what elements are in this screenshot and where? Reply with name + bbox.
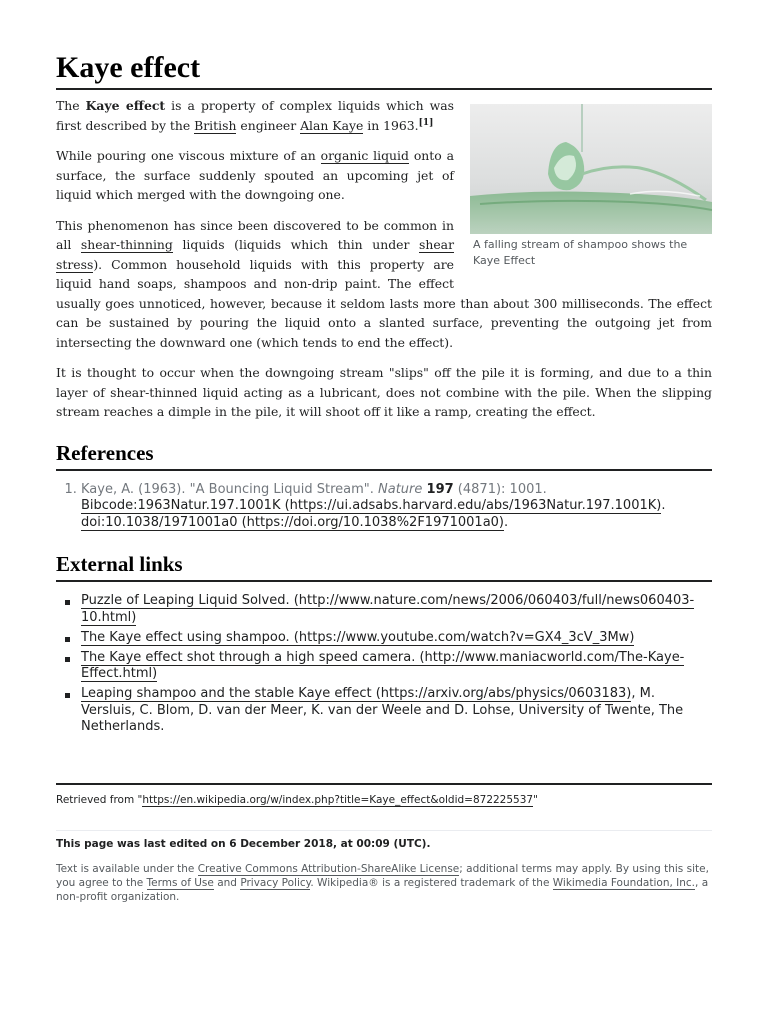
permanent-link[interactable]: https://en.wikipedia.org/w/index.php?title=Kaye_effect&oldid=872225537 (142, 794, 534, 806)
intro-paragraph-2: While pouring one viscous mixture of an organic liquid onto a surface, the surface suddenly spouted an upcoming jet of liquid which merged with the downgoing one. (56, 148, 454, 202)
cc-license-link[interactable]: Creative Commons Attribution-ShareAlike License (197, 863, 460, 875)
wikimedia-foundation-link[interactable]: Wikimedia Foundation, Inc. (552, 877, 696, 889)
external-links-heading: External links (56, 551, 712, 582)
external-link[interactable]: The Kaye effect using shampoo. (https://www.youtube.com/watch?v=GX4_3cV_3Mw) (81, 629, 635, 645)
citation-1[interactable]: [1] (418, 117, 434, 128)
bibcode-value-link[interactable]: :1963Natur.197.1001K (https://ui.adsabs.harvard.edu/abs/1963Natur.197.1001K) (133, 498, 662, 513)
bibcode-link[interactable]: Bibcode (81, 498, 134, 513)
external-links-list (56, 593, 712, 736)
external-link-item (81, 650, 712, 683)
footer-thin-divider (56, 830, 712, 831)
privacy-policy-link[interactable]: Privacy Policy (240, 877, 311, 889)
retrieved-from: Retrieved from "https://en.wikipedia.org/w/index.php?title=Kaye_effect&oldid=872225537" (56, 794, 538, 806)
subject-bold: Kaye effect (85, 98, 166, 113)
link-organic-liquid[interactable]: organic liquid (320, 148, 409, 163)
page-title: Kaye effect (56, 0, 712, 90)
figure-caption: A falling stream of shampoo shows the Kaye Effect (473, 238, 688, 267)
intro-paragraph-3: This phenomenon has since been discovered to be common in all shear-thinning liquids (liquids which thin under shear stress). Common household liquids with this property are liquid hand soaps, shampoos and non-drip paint. The effect usually goes unnoticed, however, because it seldom lasts more than about 300 milliseconds. The effect can be sustained by pouring the liquid onto a slanted surface, preventing the outgoing jet from intersecting the downward one (which tends to end the effect). (56, 217, 712, 350)
last-edited: This page was last edited on 6 December 2018, at 00:09 (UTC). (56, 838, 431, 850)
external-link[interactable]: Leaping shampoo and the stable Kaye effect (https://arxiv.org/abs/physics/0603183) (81, 686, 632, 701)
doi-value-link[interactable]: :10.1038/1971001a0 (https://doi.org/10.1038%2F1971001a0) (100, 514, 504, 530)
references-list (56, 482, 712, 532)
link-shear-thinning[interactable]: shear-thinning (80, 237, 173, 252)
external-link-item (81, 593, 712, 626)
external-link-item: Leaping shampoo and the stable Kaye effect (https://arxiv.org/abs/physics/0603183), M. Versluis, C. Blom, D. van der Meer, K. van der Weele and D. Lohse, University of Twente, The Netherlands. (81, 686, 712, 736)
footer-divider (56, 783, 712, 785)
kaye-effect-photo[interactable] (470, 104, 712, 234)
link-shear-stress[interactable]: shear stress (56, 237, 454, 272)
link-british[interactable]: British (194, 117, 237, 133)
external-link-item (81, 630, 712, 647)
doi-link[interactable]: doi (81, 514, 101, 530)
external-link[interactable]: Puzzle of Leaping Liquid Solved. (http://www.nature.com/news/2006/060403/full/news060403-10.html) (81, 593, 695, 625)
terms-of-use-link[interactable]: Terms of Use (146, 877, 214, 889)
thumbnail-figure (470, 104, 712, 269)
article (56, 0, 712, 739)
license-text: Text is available under the Creative Commons Attribution-ShareAlike License; additional terms may apply. By using this site, you agree to the Terms of Use and Privacy Policy. Wikipedia® is a registered trademark of the Wikimedia Foundation, Inc., a non-profit organization. (56, 863, 709, 903)
external-link[interactable]: The Kaye effect shot through a high speed camera. (http://www.maniacworld.com/The-Kaye-Effect.html) (81, 649, 685, 681)
reference-item: 1. Kaye, A. (1963). "A Bouncing Liquid Stream". Nature 197 (4871): 1001. Bibcode:1963Natur.197.1001K (https://ui.adsabs.harvard.edu/abs/1963Natur.197.1001K). doi:10.1038/1971001a0 (https://doi.org/10.1038%2F1971001a0). (81, 482, 712, 532)
link-alan-kaye[interactable]: Alan Kaye (300, 117, 364, 133)
references-heading: References (56, 440, 712, 471)
intro-paragraph-1: The Kaye effect is a property of complex liquids which was first described by the British engineer Alan Kaye in 1963.[1] (56, 98, 454, 133)
intro-paragraph-4: It is thought to occur when the downgoing stream "slips" off the pile it is forming, and due to a thin layer of shear-thinned liquid acting as a lubricant, does not combine with the pile. When the slipping stream reaches a dimple in the pile, it will shoot off it like a ramp, creating the effect. (56, 365, 712, 419)
